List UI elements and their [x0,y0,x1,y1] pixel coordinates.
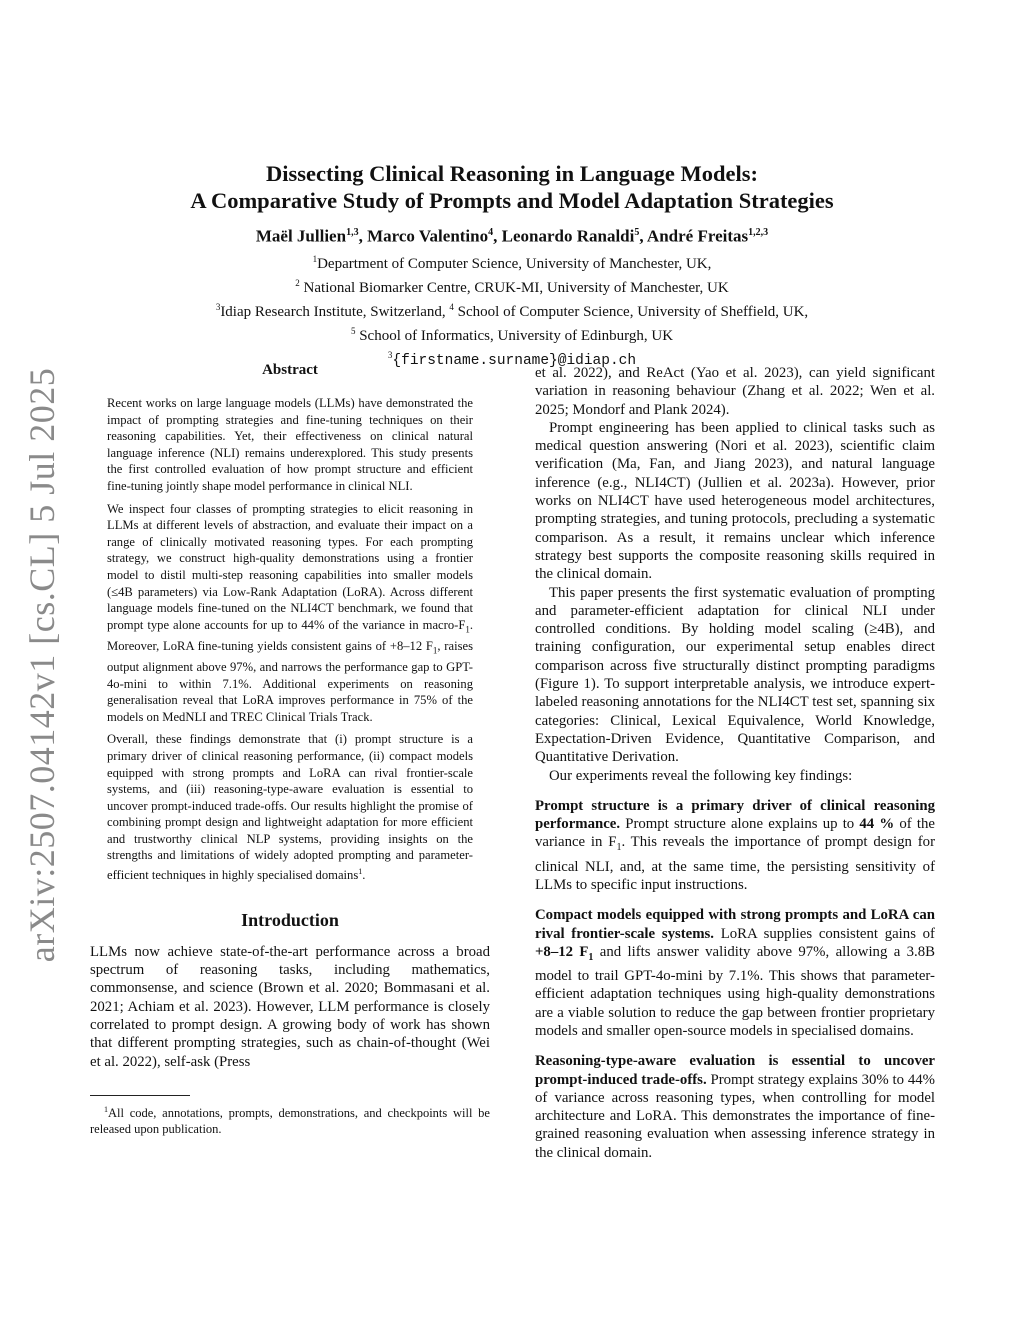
footnote-ref-1[interactable]: 1 [358,867,363,877]
finding-2-text-a: LoRA supplies consistent gains of [714,925,935,942]
affil-mark-3: 3 [215,301,221,312]
affil-mark-5: 5 [350,325,356,336]
footnote-1 [90,1102,490,1137]
abstract-p2-part-b: . Moreover, LoRA fine-tuning yields consistent gains of +8–12 F [107,617,473,653]
paper-title [90,160,934,214]
affiliation-3-4 [90,298,934,322]
finding-1-bold-value: 44 % [859,816,895,833]
abstract-p2-sub-2: 1 [432,645,438,656]
finding-3 [535,1052,935,1162]
footnote-mark: 1 [104,1104,108,1114]
affiliation-5 [90,322,934,346]
footnote-divider [90,1095,190,1096]
title-line-1: Dissecting Clinical Reasoning in Language Models: [266,161,758,186]
affil-text-2: National Biomarker Centre, CRUK-MI, University of Manchester, UK [303,279,729,296]
author-4-affil: 1,2,3 [748,227,769,238]
affiliation-2 [90,274,934,298]
finding-2-heading: Compact models equipped with strong prompts and LoRA can rival frontier-scale systems. [535,907,935,942]
intro-paragraph-4: Our experiments reveal the following key findings: [549,767,853,784]
paper-header [90,160,934,371]
intro-paragraph-2: Prompt engineering has been applied to clinical tasks such as medical question answering (Nori et al. 2023), scientific claim verification (Ma, Fan, and Jiang 2023), and natural language inference (e.g., NLI4CT) (Jullien et al. 2023a). However, prior works on NLI4CT have used heterogeneous model architectures, prompting strategies, and tuning protocols, precluding a systematic comparison. As a result, it remains unclear which inference strategy best supports the composite reasoning skills required in the clinical domain. [535,419,935,583]
abstract-paragraph-2 [107,501,473,726]
affiliation-1 [90,250,934,274]
introduction-heading: Introduction [241,909,339,930]
author-1-affil: 1,3 [346,227,359,238]
abstract-paragraph-3 [107,731,473,884]
abstract-body [90,395,490,884]
author-2: Marco Valentino [367,226,489,246]
finding-2-bold-text: +8–12 F [535,943,589,960]
arxiv-id-text: arXiv:2507.04142v1 [cs.CL] 5 Jul 2025 [22,367,63,963]
abstract-heading: Abstract [262,362,318,378]
finding-1-text-c: of the variance in F [535,816,935,851]
finding-1-text-a: Prompt structure alone explains up to [620,816,860,833]
abstract-p2-part-c: , raises output alignment above 97%, and narrows the performance gap to GPT-4o-mini to within 7.1%. Additional experiments on reasoning generalisation reveal that LoRA improves performance in 75% of the models on MedNLI and TREC Clinical Trials Track. [107,638,473,724]
abstract-p2-sub-1: 1 [465,624,470,635]
finding-2-bold-value [535,943,594,963]
finding-1-heading: Prompt structure is a primary driver of clinical reasoning performance. [535,797,935,833]
affil-mark-1: 1 [312,253,318,264]
abstract-p3-text: Overall, these findings demonstrate that (i) prompt structure is a primary driver of clinical reasoning performance, (ii) compact models equipped with strong prompts and LoRA can rival frontier-scale systems, and (iii) reasoning-type-aware evaluation is essential to uncover prompt-induced trade-offs. Our results highlight the promise of combining prompt design and lightweight adaptation for more efficient and trustworthy clinical NLP systems, providing insights on the strengths and limitations of widely adopted prompting and parameter-efficient techniques in highly specialised domains [107,732,473,883]
finding-2-text-c: and lifts answer validity above 97%, allowing a 3.8B model to trail GPT-4o-mini by 7.1%. This shows that parameter-efficient adaptation techniques using high-quality demonstrations are a viable solution to reduce the gap between frontier proprietary models and smaller open-source models in specialised domains. [535,943,935,1039]
finding-1-text-d: . This reveals the importance of prompt design for clinical NLI, and, at the same time, the persisting sensitivity of LLMs to specific input instructions. [535,834,935,893]
arxiv-identifier-stamp [12,367,72,963]
author-2-affil: 4 [488,227,494,238]
affil-mark-4: 4 [449,301,454,312]
intro-continued-paragraph: et al. 2022), and ReAct (Yao et al. 2023), can yield significant variation in reasoning behaviour (Zhang et al. 2022; Wen et al. 2025; Mondorf and Plank 2024). [535,365,935,418]
finding-2-sub: 1 [588,951,594,963]
right-column [535,364,935,1162]
finding-2 [535,906,935,1040]
author-1: Maël Jullien [255,226,347,246]
affil-text-4: School of Computer Science, University of Sheffield, UK, [457,303,809,320]
affil-text-1: Department of Computer Science, University of Manchester, UK, [317,255,712,272]
author-3: Leonardo Ranaldi [501,226,635,246]
finding-3-heading: Reasoning-type-aware evaluation is essential to uncover prompt-induced trade-offs. [535,1053,935,1088]
email-mark: 3 [387,349,393,360]
author-4: André Freitas [646,226,749,246]
finding-3-text-a: Prompt strategy explains 30% to 44% of variance across reasoning types, when controlling for model architecture and LoRA. This demonstrates the importance of fine-grained reasoning evaluation when assessing inference strategy in the clinical domain. [535,1071,936,1161]
abstract-p3-end: . [362,868,366,883]
finding-1-sub: 1 [616,842,622,854]
affiliations [90,250,934,371]
author-list: Maël Jullien$^{1,3}$, Marco Valentino$^4$, Leonardo Ranaldi$^5$, André Freitas$^{1,2,3}$ [255,226,769,246]
introduction-paragraph-1: LLMs now achieve state-of-the-art performance across a broad spectrum of reasoning tasks, including mathematics, commonsense, and science (Brown et al. 2020; Bommasani et al. 2021; Achiam et al. 2023). However, LLM performance is closely correlated to prompt design. A growing body of work has shown that different prompting strategies, such as chain-of-thought (Wei et al. 2022), self-ask (Press [90,943,490,1070]
author-3-affil: 5 [634,227,640,238]
intro-paragraph-3: This paper presents the first systematic evaluation of prompting and parameter-efficient adaptation for clinical NLI under controlled conditions. By holding model scaling (≥4B), and training configuration, our experimental setup enables direct comparison across five structurally distinct prompting paradigms (Figure 1). To support interpretable analysis, we introduce expert-labeled reasoning annotations for the NLI4CT test set, spanning six categories: Clinical, Lexical Equivalence, World Knowledge, Expectation-Driven Evidence, Quantitative Comparison, and Quantitative Derivation. [535,584,935,766]
abstract-p2-part-a: We inspect four classes of prompting strategies to elicit reasoning in LLMs at different levels of abstraction, and evaluate their impact on a range of clinically motivated reasoning types. For each prompting strategy, we construct high-quality demonstrations using a frontier model to distil multi-step reasoning capabilities into smaller models (≤4B parameters) via Low-Rank Adaptation (LoRA). Across different language models fine-tuned on the NLI4CT benchmark, we found that prompt type alone accounts for up to 44% of the variance in macro-F [107,501,473,632]
email-text[interactable]: {firstname.surname}@idiap.ch [392,352,637,369]
footnote-text: All code, annotations, prompts, demonstrations, and checkpoints will be released upon publication. [90,1106,490,1137]
affil-text-5: School of Informatics, University of Edinburgh, UK [359,327,674,344]
left-column [90,362,490,1137]
title-line-2: A Comparative Study of Prompts and Model Adaptation Strategies [190,188,834,213]
affil-text-3: Idiap Research Institute, Switzerland, [220,303,446,320]
finding-1 [535,797,935,894]
affil-mark-2: 2 [295,277,300,288]
abstract-paragraph-1: Recent works on large language models (LLMs) have demonstrated the impact of prompting strategies and fine-tuning techniques on their reasoning capabilities. Yet, their effectiveness on clinical natural language inference (NLI) remains underexplored. This study presents the first controlled evaluation of how prompt structure and efficient fine-tuning jointly shape model performance in clinical NLI. [107,396,473,493]
